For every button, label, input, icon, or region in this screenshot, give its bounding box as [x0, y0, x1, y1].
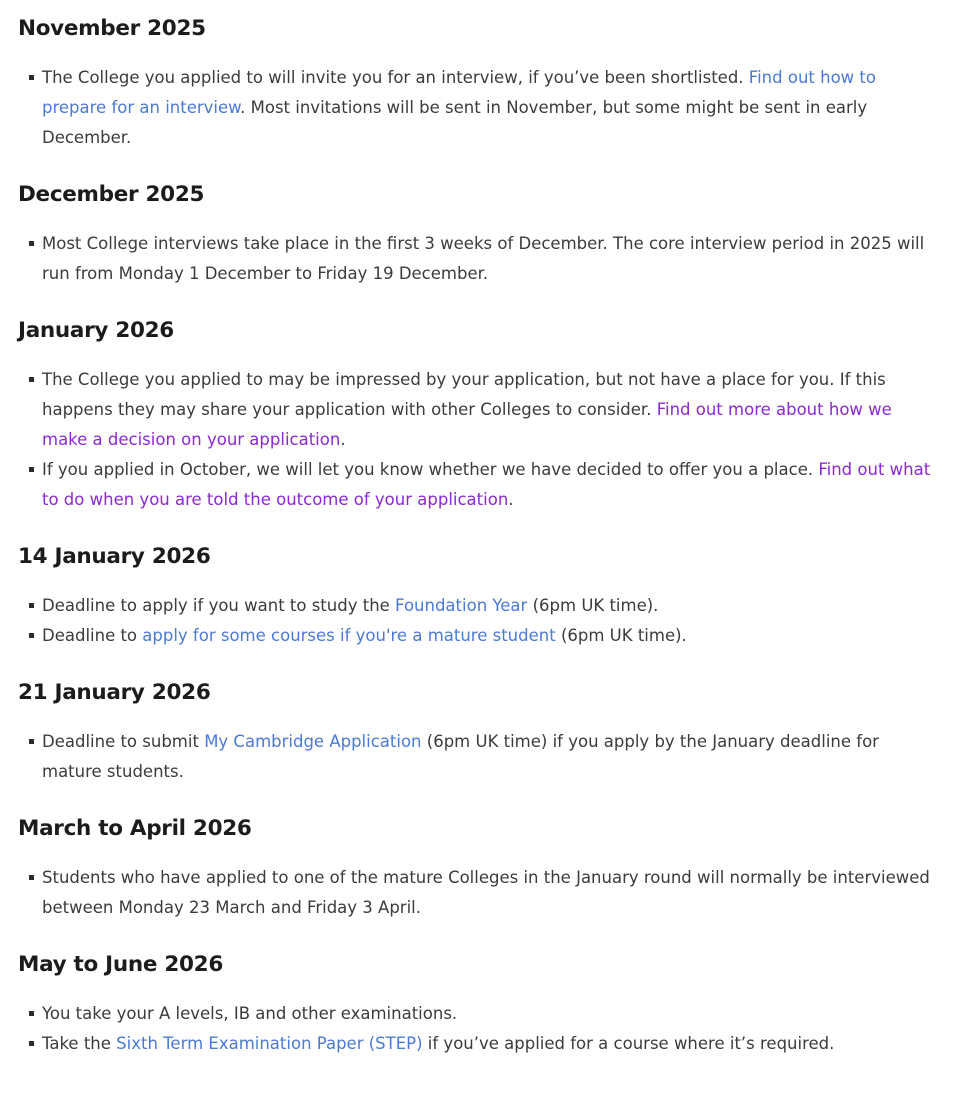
section-heading: 21 January 2026 — [18, 680, 211, 705]
section-heading: 14 January 2026 — [18, 544, 211, 569]
bullet-list — [18, 727, 934, 787]
body-text: Take the — [42, 1034, 117, 1053]
bullet-list — [18, 365, 934, 515]
section-heading: November 2025 — [18, 16, 206, 41]
section-january-2026 — [18, 317, 934, 515]
body-text: . Most invitations will be sent in November, but some might be sent in early December. — [42, 98, 868, 147]
link-find-out-what-to-do-when-you-are-told-th[interactable]: Find out what to do when you are told the outcome of your application — [42, 460, 931, 509]
bullet-list — [18, 229, 934, 289]
body-text: . — [508, 490, 514, 509]
body-text: Deadline to apply if you want to study the — [42, 596, 396, 615]
section-november-2025 — [18, 15, 934, 153]
list-item — [42, 229, 934, 289]
section-heading: May to June 2026 — [18, 952, 223, 977]
body-text: (6pm UK time). — [527, 596, 659, 615]
body-text: The College you applied to will invite you for an interview, if you’ve been shortlisted. — [42, 68, 749, 87]
body-text: If you applied in October, we will let you know whether we have decided to offer you a place. — [42, 460, 819, 479]
section-heading: January 2026 — [18, 318, 174, 343]
body-text: . — [340, 430, 346, 449]
list-item — [42, 727, 934, 787]
list-item — [42, 455, 934, 515]
body-text: The College you applied to may be impressed by your application, but not have a place for you. If this happens they may share your application with other Colleges to consider. — [42, 370, 886, 419]
body-text: Students who have applied to one of the mature Colleges in the January round will normally be interviewed between Monday 23 March and Friday 3 April. — [42, 868, 930, 917]
link-foundation-year[interactable]: Foundation Year — [395, 596, 528, 615]
body-text: Deadline to — [42, 626, 143, 645]
bullet-list — [18, 999, 934, 1059]
link-sixth-term-examination-paper-step[interactable]: Sixth Term Examination Paper (STEP) — [116, 1034, 423, 1053]
link-apply-for-some-courses-if-you-re-a-matur[interactable]: apply for some courses if you're a mature student — [142, 626, 556, 645]
list-item — [42, 365, 934, 455]
section-may-to-june-2026 — [18, 951, 934, 1059]
link-find-out-more-about-how-we-make-a-decisi[interactable]: Find out more about how we make a decision on your application — [42, 400, 892, 449]
body-text: Most College interviews take place in the first 3 weeks of December. The core interview period in 2025 will run from Monday 1 December to Friday 19 December. — [42, 234, 925, 283]
section-14-january-2026 — [18, 543, 934, 651]
link-my-cambridge-application[interactable]: My Cambridge Application — [204, 732, 422, 751]
section-march-to-april-2026 — [18, 815, 934, 923]
body-text: (6pm UK time) if you apply by the January deadline for mature students. — [42, 732, 879, 781]
body-text: (6pm UK time). — [555, 626, 687, 645]
list-item — [42, 863, 934, 923]
list-item — [42, 621, 934, 651]
list-item — [42, 591, 934, 621]
bullet-list — [18, 591, 934, 651]
list-item — [42, 999, 934, 1029]
list-item — [42, 1029, 934, 1059]
bullet-list — [18, 63, 934, 153]
section-21-january-2026 — [18, 679, 934, 787]
section-heading: March to April 2026 — [18, 816, 252, 841]
body-text: You take your A levels, IB and other examinations. — [42, 1004, 458, 1023]
section-heading: December 2025 — [18, 182, 205, 207]
bullet-list — [18, 863, 934, 923]
section-december-2025 — [18, 181, 934, 289]
link-find-out-how-to-prepare-for-an-interview[interactable]: Find out how to prepare for an interview — [42, 68, 876, 117]
body-text: Deadline to submit — [42, 732, 205, 751]
body-text: if you’ve applied for a course where it’s required. — [422, 1034, 835, 1053]
list-item — [42, 63, 934, 153]
